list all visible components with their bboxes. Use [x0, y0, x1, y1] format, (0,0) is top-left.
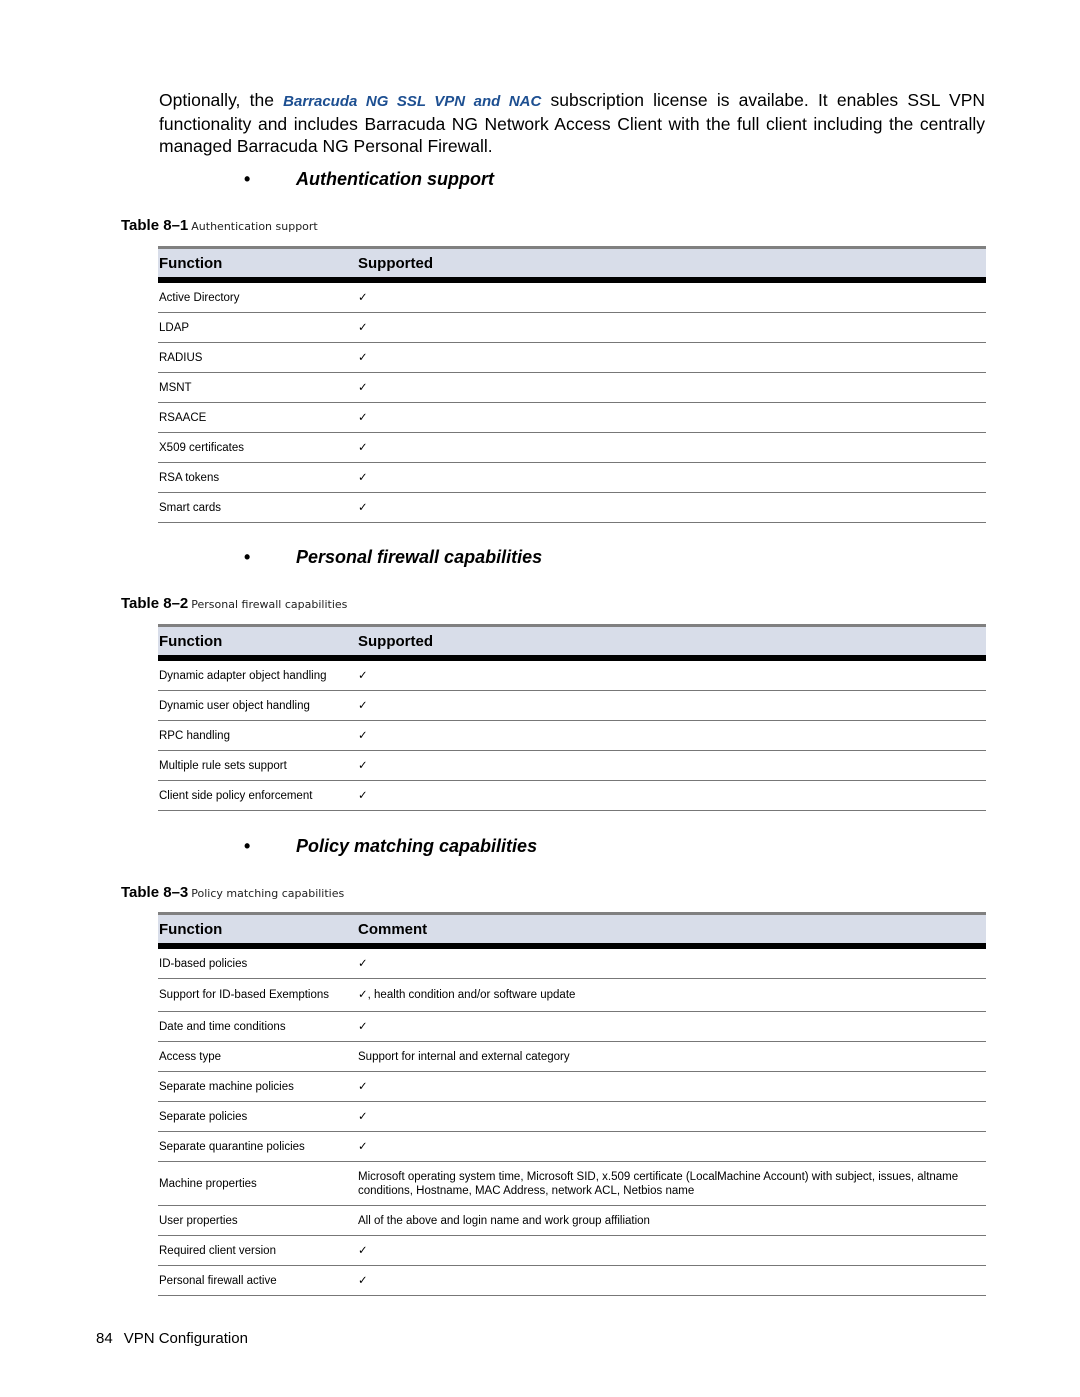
intro-prefix: Optionally, the: [159, 90, 284, 110]
table-row: [158, 1042, 986, 1072]
section-title: Policy matching capabilities: [296, 836, 538, 856]
section-heading-personal-firewall: [244, 547, 542, 568]
column-header-supported: Supported: [357, 248, 986, 281]
function-cell: LDAP: [158, 313, 357, 343]
personal-firewall-table: [158, 624, 986, 811]
table-row: [158, 493, 986, 523]
table-title: Authentication support: [191, 220, 318, 233]
function-cell: User properties: [158, 1206, 357, 1236]
function-cell: Date and time conditions: [158, 1012, 357, 1042]
column-header-supported: Supported: [357, 626, 986, 659]
check-icon: ✓: [357, 373, 986, 403]
table-row: [158, 1236, 986, 1266]
function-cell: Support for ID-based Exemptions: [158, 979, 357, 1012]
comment-cell: ✓: [357, 1266, 986, 1296]
function-cell: Personal firewall active: [158, 1266, 357, 1296]
function-cell: Smart cards: [158, 493, 357, 523]
check-icon: ✓: [357, 493, 986, 523]
function-cell: Required client version: [158, 1236, 357, 1266]
section-title: Personal firewall capabilities: [296, 547, 543, 567]
table-row: [158, 1132, 986, 1162]
bullet-icon: •: [244, 547, 251, 567]
table-caption: [121, 595, 347, 612]
comment-cell: All of the above and login name and work group affiliation: [357, 1206, 986, 1236]
function-cell: Active Directory: [158, 280, 357, 313]
comment-cell: ✓: [357, 1012, 986, 1042]
function-cell: Access type: [158, 1042, 357, 1072]
table-row: [158, 946, 986, 979]
table-caption: [121, 884, 344, 901]
check-icon: ✓: [357, 403, 986, 433]
table-title: Policy matching capabilities: [191, 887, 345, 900]
table-row: [158, 313, 986, 343]
page-footer: [96, 1330, 248, 1347]
section-title: Authentication support: [296, 169, 494, 189]
function-cell: Separate policies: [158, 1102, 357, 1132]
section-heading-authentication: [244, 169, 494, 190]
function-cell: Separate machine policies: [158, 1072, 357, 1102]
table-number: Table 8–3: [121, 884, 189, 901]
table-row: [158, 1266, 986, 1296]
comment-cell: ✓: [357, 946, 986, 979]
section-heading-policy-matching: [244, 836, 537, 857]
table-row: [158, 691, 986, 721]
table-number: Table 8–1: [121, 217, 189, 234]
column-header-comment: Comment: [357, 914, 986, 947]
check-icon: ✓: [357, 343, 986, 373]
table-row: [158, 658, 986, 691]
table-row: [158, 433, 986, 463]
function-cell: MSNT: [158, 373, 357, 403]
table-number: Table 8–2: [121, 595, 189, 612]
function-cell: Machine properties: [158, 1162, 357, 1206]
column-header-function: Function: [158, 914, 357, 947]
column-header-function: Function: [158, 248, 357, 281]
function-cell: X509 certificates: [158, 433, 357, 463]
table-title: Personal firewall capabilities: [191, 598, 348, 611]
table-row: [158, 1072, 986, 1102]
intro-suffix: subscription license is availabe. It enables SSL VPN functionality and includes Barracuda NG Network Access Client with the full client including the centrally managed Barracuda NG Personal Firewall.: [159, 90, 986, 156]
table-row: [158, 373, 986, 403]
function-cell: RPC handling: [158, 721, 357, 751]
table-row: [158, 781, 986, 811]
intro-paragraph: [159, 89, 985, 157]
check-icon: ✓: [357, 280, 986, 313]
comment-cell: Microsoft operating system time, Microsoft SID, x.509 certificate (LocalMachine Account) with subject, issues, altname conditions, Hostname, MAC Address, network ACL, Netbios name: [357, 1162, 986, 1206]
function-cell: Dynamic user object handling: [158, 691, 357, 721]
table-row: [158, 403, 986, 433]
check-icon: ✓: [357, 721, 986, 751]
function-cell: Client side policy enforcement: [158, 781, 357, 811]
check-icon: ✓: [357, 313, 986, 343]
column-header-function: Function: [158, 626, 357, 659]
table-row: [158, 1012, 986, 1042]
function-cell: Separate quarantine policies: [158, 1132, 357, 1162]
table-row: [158, 751, 986, 781]
check-icon: ✓: [357, 751, 986, 781]
function-cell: RSA tokens: [158, 463, 357, 493]
comment-cell: ✓: [357, 1102, 986, 1132]
check-icon: ✓: [357, 658, 986, 691]
comment-cell: Support for internal and external category: [357, 1042, 986, 1072]
table-caption: [121, 217, 318, 234]
product-name: Barracuda NG SSL VPN and NAC: [283, 93, 542, 110]
chapter-title: VPN Configuration: [123, 1330, 248, 1347]
function-cell: Multiple rule sets support: [158, 751, 357, 781]
bullet-icon: •: [244, 836, 251, 856]
table-row: [158, 343, 986, 373]
function-cell: RSAACE: [158, 403, 357, 433]
table-row: [158, 1162, 986, 1206]
bullet-icon: •: [244, 169, 251, 189]
table-row: [158, 463, 986, 493]
table-row: [158, 721, 986, 751]
comment-cell: ✓: [357, 1236, 986, 1266]
policy-matching-table: [158, 912, 986, 1296]
comment-cell: ✓, health condition and/or software update: [357, 979, 986, 1012]
function-cell: ID-based policies: [158, 946, 357, 979]
authentication-support-table: [158, 246, 986, 523]
table-row: [158, 1206, 986, 1236]
table-row: [158, 1102, 986, 1132]
table-row: [158, 979, 986, 1012]
comment-cell: ✓: [357, 1132, 986, 1162]
check-icon: ✓: [357, 691, 986, 721]
function-cell: Dynamic adapter object handling: [158, 658, 357, 691]
function-cell: RADIUS: [158, 343, 357, 373]
check-icon: ✓: [357, 433, 986, 463]
check-icon: ✓: [357, 463, 986, 493]
check-icon: ✓: [357, 781, 986, 811]
page-number: 84: [96, 1330, 113, 1347]
comment-cell: ✓: [357, 1072, 986, 1102]
table-row: [158, 280, 986, 313]
